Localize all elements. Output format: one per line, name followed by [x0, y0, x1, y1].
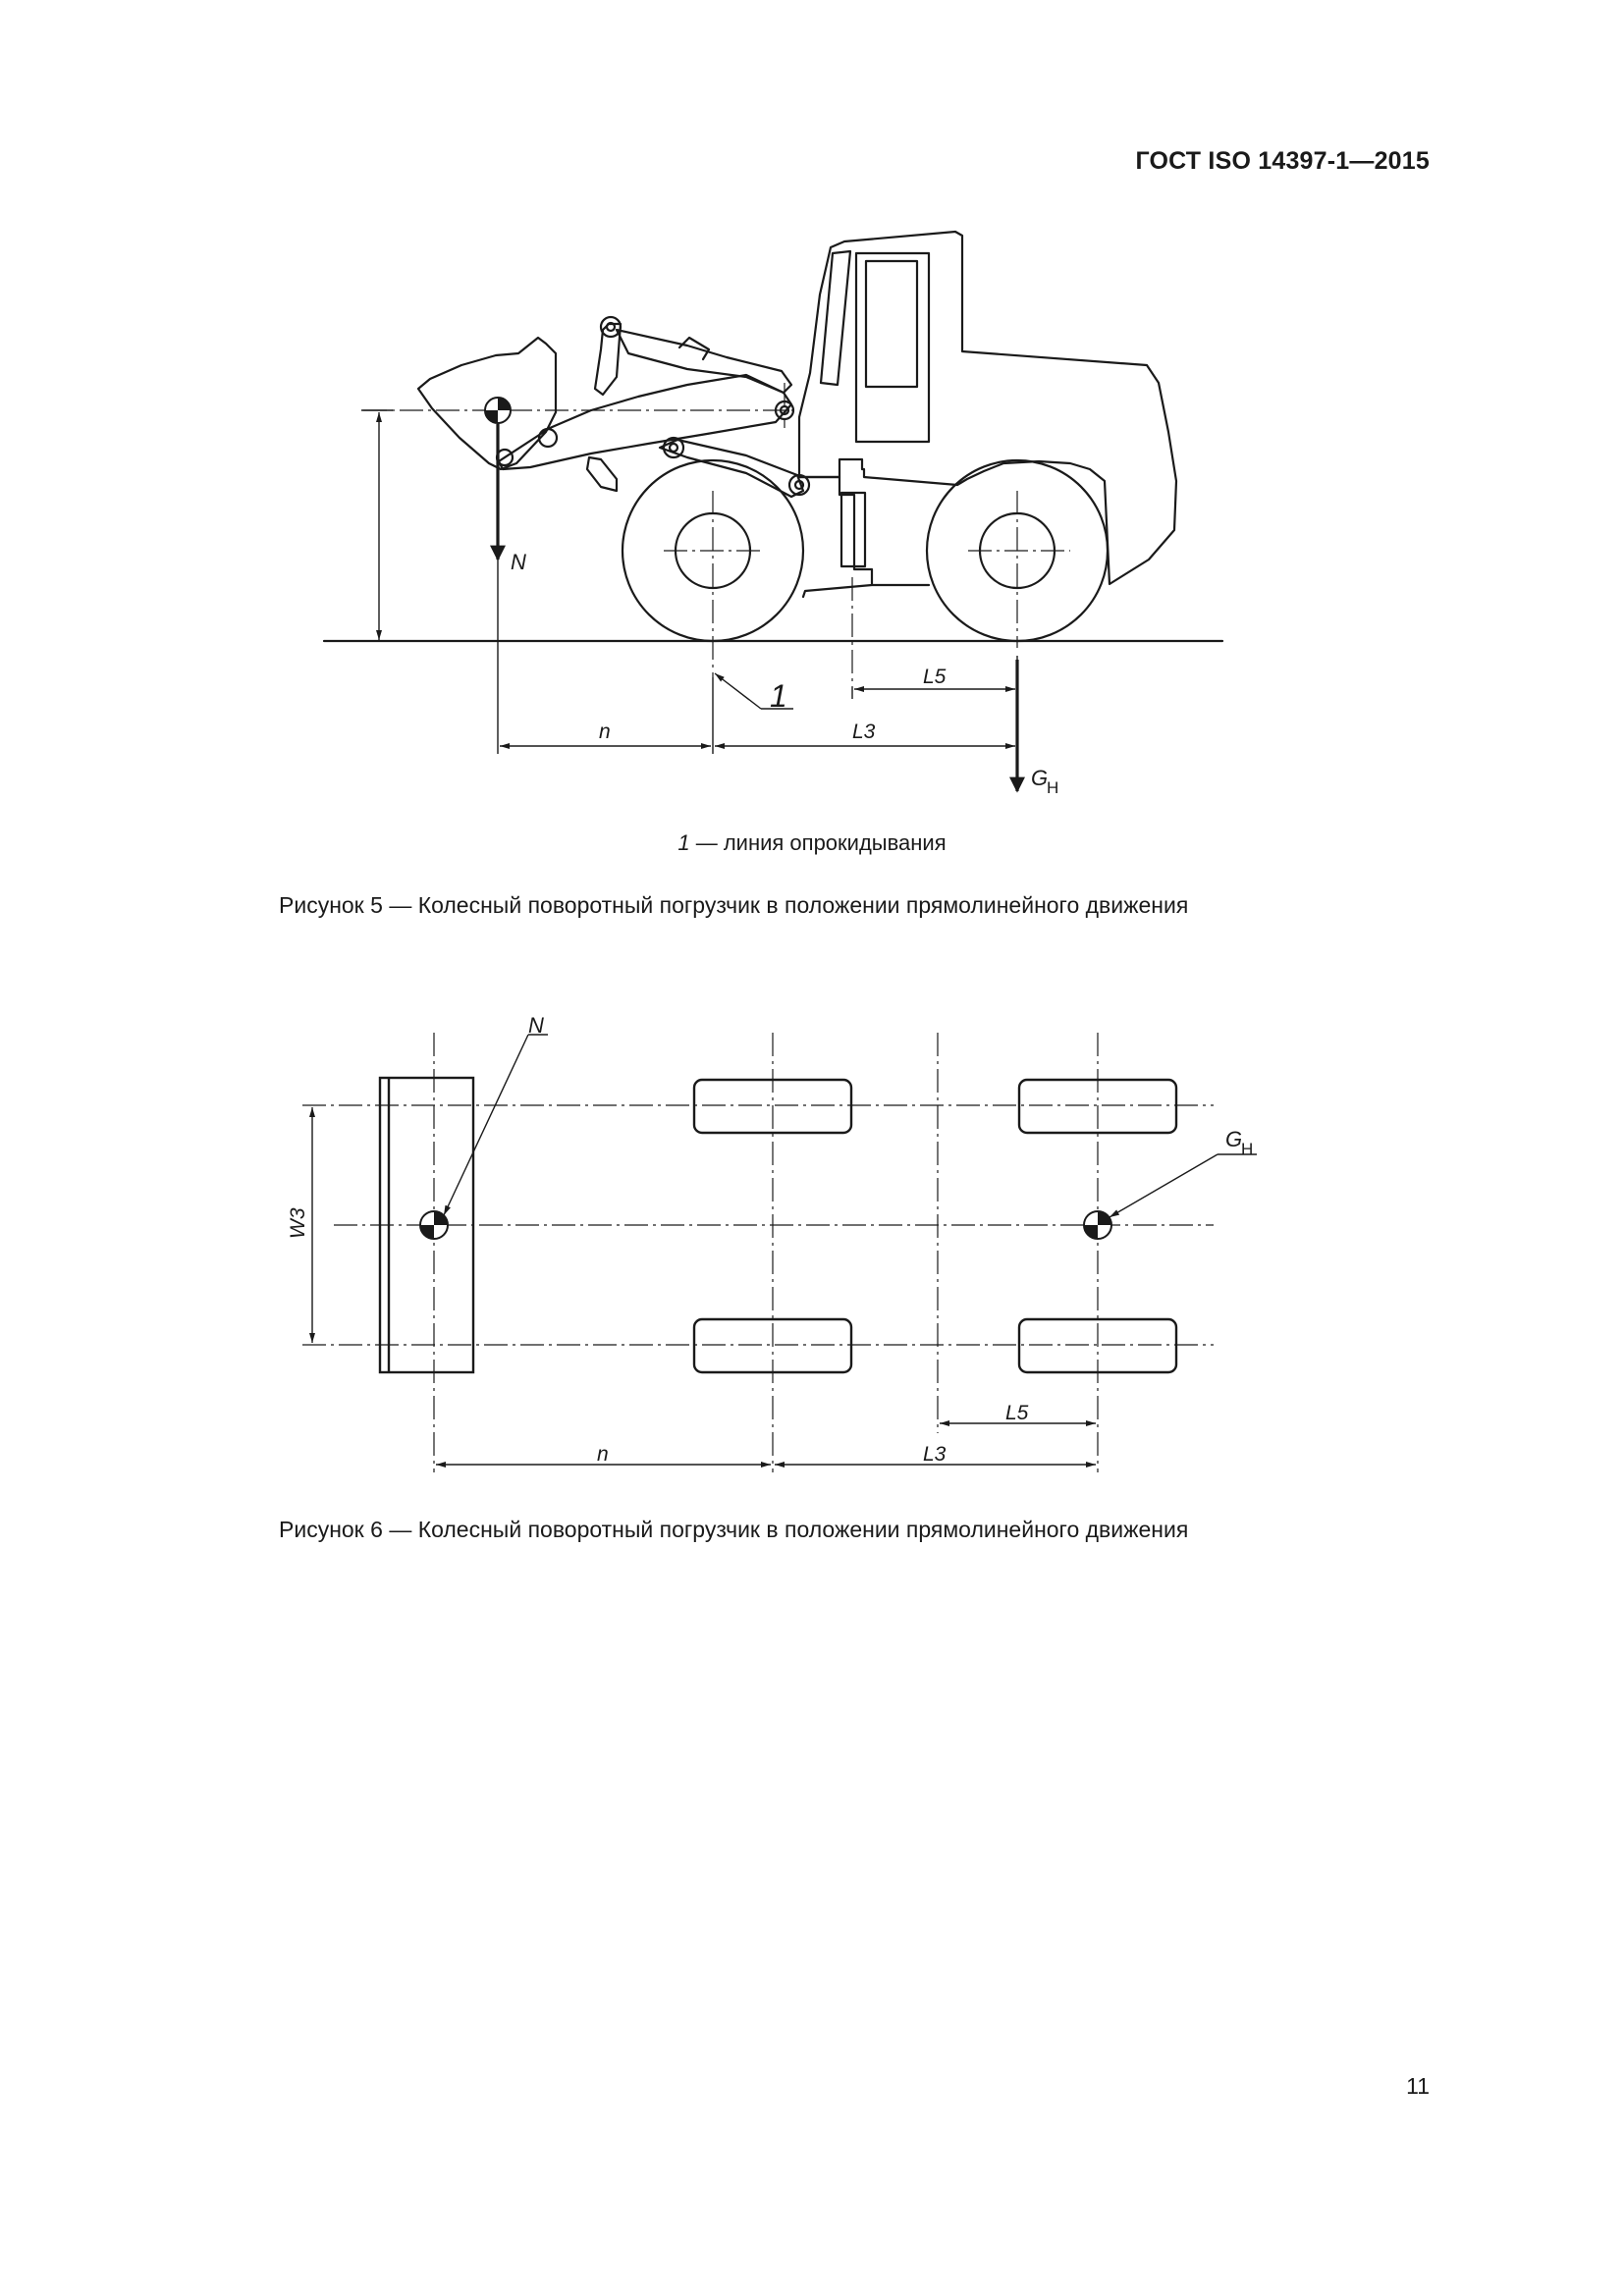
- cog-symbol-N: [420, 1211, 448, 1239]
- label-callout-1: 1: [770, 678, 787, 714]
- leader-G: [1110, 1154, 1218, 1217]
- label-L3-plan: L3: [923, 1443, 947, 1466]
- label-W3: W3: [287, 1207, 309, 1239]
- cog-symbol-G: [1084, 1211, 1111, 1239]
- label-G-sub-plan: H: [1241, 1140, 1254, 1158]
- label-n: n: [599, 721, 611, 743]
- legend-text: — линия опрокидывания: [689, 830, 947, 855]
- label-L5-plan: L5: [1005, 1402, 1029, 1424]
- label-L3: L3: [852, 721, 876, 743]
- label-N-plan: N: [528, 1013, 544, 1038]
- label-n-plan: n: [597, 1443, 609, 1466]
- label-G-sub: H: [1047, 778, 1059, 797]
- label-G-plan: G: [1225, 1127, 1243, 1151]
- figure-5-caption: Рисунок 5 — Колесный поворотный погрузчик в положении прямолинейного движения: [279, 892, 1189, 918]
- label-L5: L5: [923, 666, 947, 688]
- leader-N: [444, 1035, 528, 1215]
- label-G: G: [1031, 766, 1049, 790]
- document-header: ГОСТ ISO 14397-1—2015: [1135, 147, 1430, 175]
- legend-number: 1: [677, 830, 690, 855]
- label-N: N: [511, 550, 526, 574]
- figure-6-caption: Рисунок 6 — Колесный поворотный погрузчик в положении прямолинейного движения: [279, 1517, 1189, 1542]
- page-number: 11: [1406, 2073, 1430, 2099]
